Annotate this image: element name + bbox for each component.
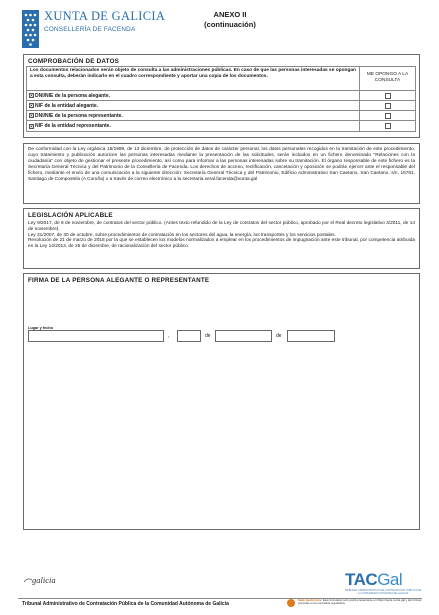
oppose-checkbox[interactable]	[385, 93, 391, 99]
de-separator: de	[276, 333, 282, 339]
legislation-body	[24, 219, 419, 252]
de-separator: de	[205, 333, 211, 339]
signature-section	[23, 273, 420, 530]
legislation-paragraph: Ley 31/2007, de 30 de octubre, sobre procedimientos de contratación en los sectores del agua, la energía, los transportes y los servicios postales.	[28, 232, 336, 238]
month-field[interactable]	[215, 330, 272, 342]
year-field[interactable]	[287, 330, 335, 342]
place-field[interactable]	[28, 330, 164, 342]
legislation-paragraph: Ley 9/2017, de 8 de noviembre, de contratos del sector público. (Antes texto refundido de la Ley de contratos del sector público, aprobado por el Real decreto legislativo 3/2011, de 14 de noviembre).	[28, 221, 415, 232]
oppose-checkbox[interactable]	[385, 103, 391, 109]
sede-seal-icon	[287, 599, 295, 607]
oppose-cell	[359, 111, 415, 120]
verification-item	[27, 91, 359, 100]
verification-row	[27, 101, 415, 111]
oppose-cell	[359, 91, 415, 100]
sede-label: Sede electrónica:	[298, 598, 322, 602]
tacgal-subtitle: TRIBUNAL ADMINISTRATIVO DE CONTRATACIÓN PÚBLICA DE LA COMUNIDAD AUTÓNOMA DE GALICIA	[344, 589, 422, 595]
verification-row	[27, 111, 415, 121]
verification-item	[27, 101, 359, 110]
verification-item-label: NIF de la entidad alegante.	[35, 102, 99, 109]
verification-item-label: DNI/NIE de la persona representante.	[35, 112, 123, 119]
oppose-checkbox[interactable]	[385, 113, 391, 119]
data-protection-notice	[23, 143, 420, 204]
verification-description: Los documentos relacionados serán objeto de consulta a las administraciones públicas. En caso de que las personas interesadas se opongan a esta consulta, deberán indicarlo en el cuadro correspondiente y aportar una copia de los documentos.	[30, 68, 356, 79]
verification-item	[27, 121, 359, 131]
verification-item-label: NIF de la entidad representante.	[35, 123, 111, 129]
legislation-section	[23, 208, 420, 269]
x-mark-icon: ×	[30, 123, 33, 129]
legislation-paragraph: Resolución de 21 de marzo de 2018 por la que se establecen los modelos normalizados a emplear en los procedimientos de impugnación ante este tribunal, por competencia atribuida en la Ley 14/2013, de 26 de diciembre, de racionalización del sector público.	[28, 238, 415, 250]
oppose-checkbox[interactable]	[385, 123, 391, 129]
data-verification-section	[23, 54, 420, 138]
comma-separator: ,	[168, 333, 170, 339]
verification-item	[27, 111, 359, 120]
verification-item-label: DNI/NIE de la persona alegante.	[35, 92, 111, 99]
verification-table	[26, 66, 416, 132]
org-subtitle: CONSELLERÍA DE FACENDA	[44, 26, 136, 33]
day-field[interactable]	[177, 330, 201, 342]
x-mark-icon: ×	[30, 103, 33, 108]
place-date-label: Lugar y fecha	[28, 326, 53, 330]
sede-text: Este formulario sólo podrá presentarse en https://sede.xunta.gal y las formas previstas en la normativa reguladora	[298, 598, 422, 606]
tacgal-logo-tac: TAC	[345, 570, 378, 589]
verification-table-header	[27, 67, 415, 91]
oppose-column-header: ME OPONGO A LA CONSULTA	[359, 67, 415, 90]
x-mark-icon: ×	[30, 93, 33, 98]
tacgal-logo	[345, 570, 402, 590]
verification-row	[27, 91, 415, 101]
annex-subtitle: (continuación)	[204, 20, 256, 29]
section-title: FIRMA DE LA PERSONA ALEGANTE O REPRESENTANTE	[28, 277, 210, 284]
xunta-crest-icon	[22, 10, 39, 48]
oppose-cell	[359, 121, 415, 131]
verification-row	[27, 121, 415, 131]
annex-heading	[180, 10, 280, 29]
footer-tribunal: Tribunal Administrativo de Contratación Pública de la Comunidad Autónoma de Galicia	[22, 601, 229, 607]
tacgal-logo-gal: Gal	[377, 570, 403, 589]
xunta-logo	[22, 10, 165, 48]
galicia-swoosh-icon	[24, 577, 32, 584]
org-title: XUNTA DE GALICIA	[44, 9, 166, 23]
annex-title: ANEXO II	[213, 10, 247, 19]
sede-note	[298, 599, 422, 606]
section-title: COMPROBACIÓN DE DATOS	[28, 58, 120, 65]
x-mark-icon: ×	[30, 113, 33, 118]
logo-text	[44, 10, 165, 33]
footer-sede	[287, 599, 422, 607]
section-title: LEGISLACIÓN APLICABLE	[28, 212, 113, 219]
galicia-brand: galicia	[32, 575, 56, 585]
oppose-cell	[359, 101, 415, 110]
data-protection-text: De conformidad con la Ley orgánica 15/1999, de 13 diciembre, de protección de datos de carácter personal, los datos personales recogidos en la tramitación de este procedimiento, cuyo tratamiento y publicación autoricen las personas interesadas mediante la presentación de las solicitudes, serán incluidos en un fichero denominado "Relaciones con la ciudadanía" con objeto de gestionar el presente procedimiento, así como para informar a las personas interesadas sobre su tramitación. El órgano responsable de este fichero es la Secretaría General Técnica y del Patrimonio de la Consellería de Facenda. Los derechos de acceso, rectificación, cancelación y oposición se podrán ejercer ante el responsable del fichero, mediante el envío de una comunicación a la siguiente dirección: Secretaría General Técnica y del Patrimonio, Edificio Administrativo San Caetano, San Caetano, s/n, 15781, Santiago de Compostela (A Coruña) o a través de correo electrónico a la secretaria.xeral.facenda@xunta.gal	[28, 147, 415, 182]
